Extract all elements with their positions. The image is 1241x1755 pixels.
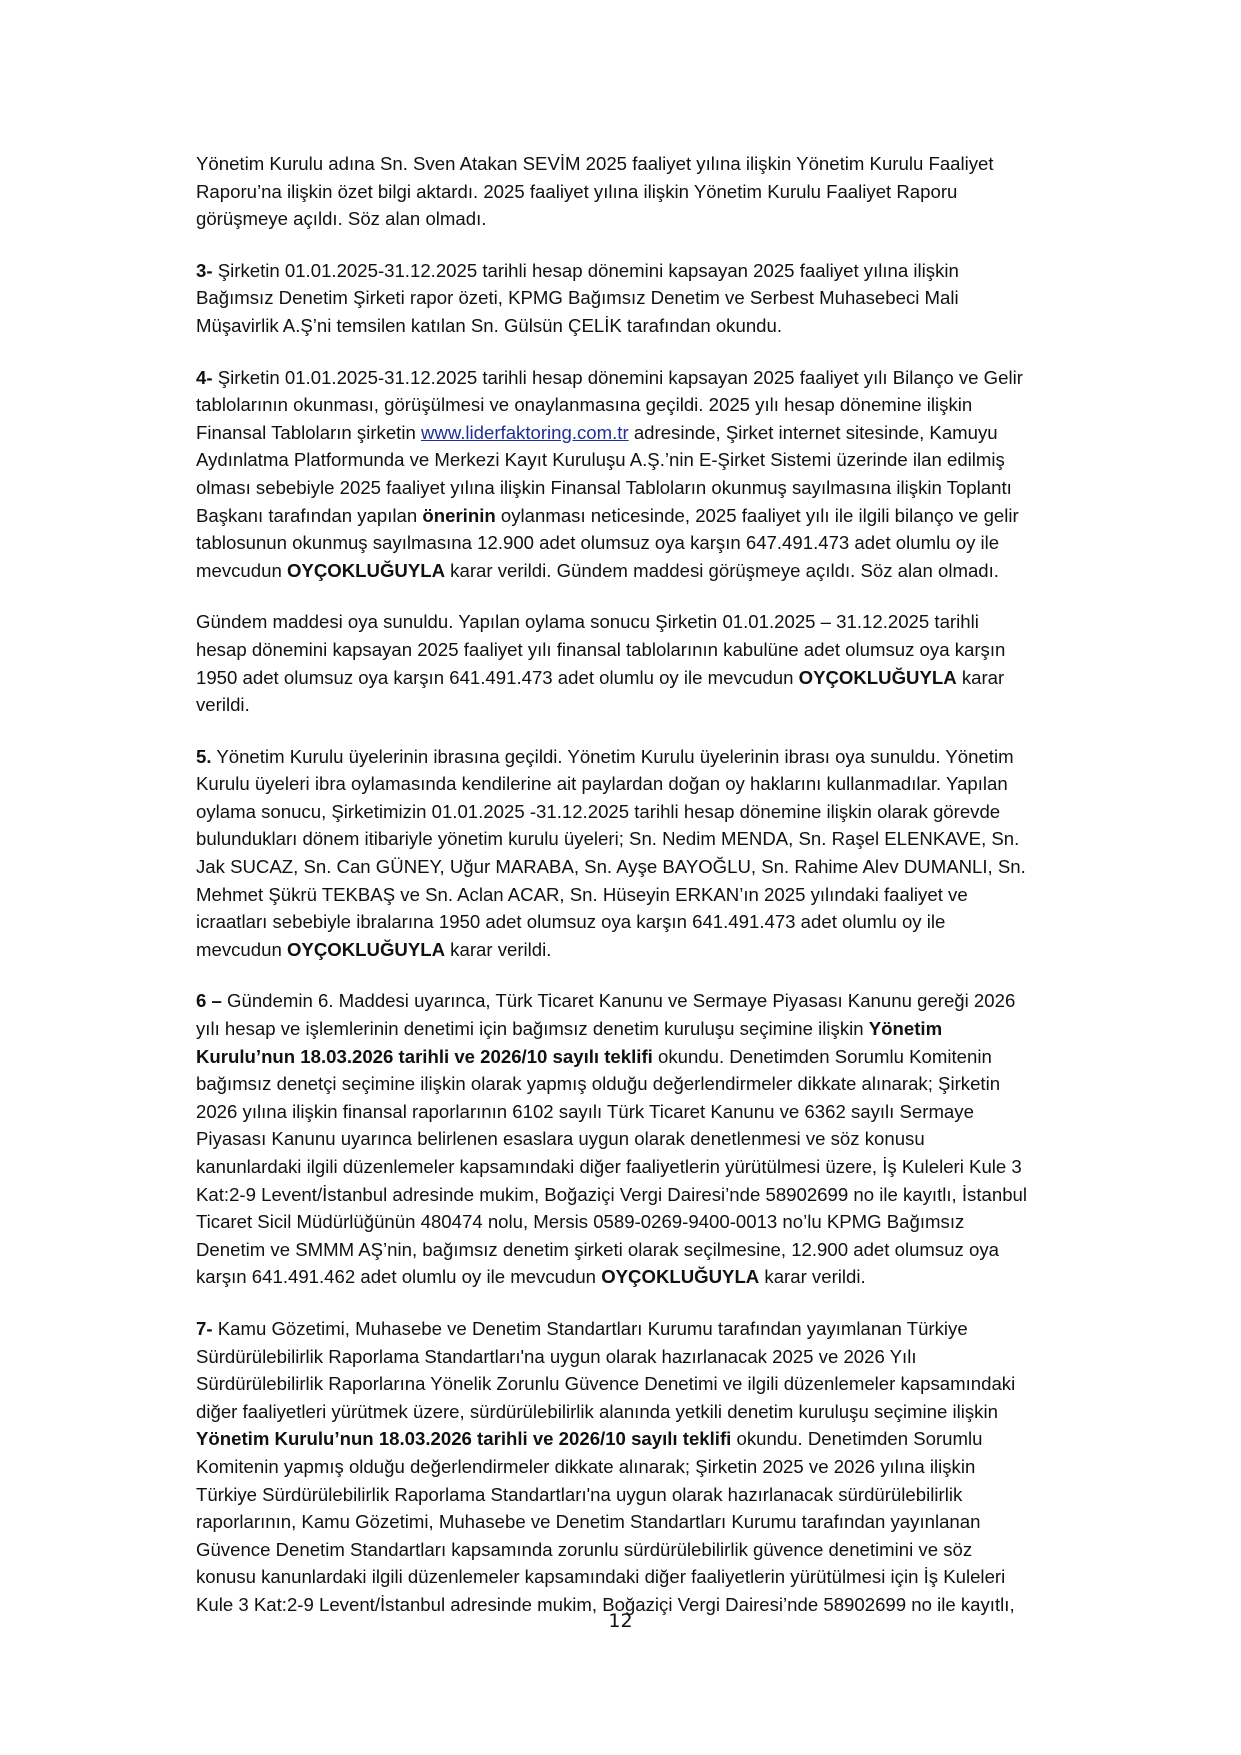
bold-text: 4- xyxy=(196,366,213,388)
text-segment: Finansal Tabloların şirketin xyxy=(196,421,421,443)
text-segment: karşın 641.491.462 adet olumlu oy ile mevcudun xyxy=(196,1266,602,1288)
text-segment: hesap dönemini kapsayan 2025 faaliyet yılı finansal tablolarının kabulüne adet olumsuz oya karşın xyxy=(196,638,1006,660)
text-segment: olması sebebiyle 2025 faaliyet yılına ilişkin Finansal Tabloların okunmuş sayılmasına ilişkin Toplantı xyxy=(196,476,1012,498)
text-line xyxy=(196,1315,1126,1343)
text-line xyxy=(196,1181,1126,1209)
text-segment: Kule 3 Kat:2-9 Levent/İstanbul adresinde mukim, Boğaziçi Vergi Dairesi’nde 58902699 no ile kayıtlı, xyxy=(196,1593,1015,1615)
text-segment: kanunlardaki ilgili düzenlemeler kapsamındaki diğer faaliyetlerin yürütülmesi üzere, İş Kuleleri Kule 3 xyxy=(196,1156,1022,1177)
bold-text: OYÇOKLUĞUYLA xyxy=(286,559,446,581)
text-line xyxy=(196,257,1126,285)
text-line xyxy=(196,608,1126,636)
text-line xyxy=(196,1043,1126,1071)
text-line xyxy=(196,419,1126,447)
text-line xyxy=(196,1125,1126,1153)
paragraph-p-item-7 xyxy=(196,1315,1126,1619)
text-line xyxy=(196,364,1126,392)
bold-text: OYÇOKLUĞUYLA xyxy=(286,938,446,960)
text-segment: Kurulu üyeleri ibra oylamasında kendilerine ait paylardan doğan oy haklarını kullanmadılar. Yapılan xyxy=(196,773,1008,795)
text-line xyxy=(196,284,1126,312)
text-line xyxy=(196,1098,1126,1126)
text-segment: 2026 yılına ilişkin finansal raporlarının 6102 sayılı Türk Ticaret Kanunu ve 6362 sayılı Sermaye xyxy=(196,1100,974,1122)
text-line xyxy=(196,664,1126,692)
text-segment: Jak SUCAZ, Sn. Can GÜNEY, Uğur MARABA, Sn. Ayşe BAYOĞLU, Sn. Rahime Alev DUMANLI, Sn. xyxy=(196,856,1026,878)
text-line xyxy=(196,987,1126,1015)
text-line xyxy=(196,743,1126,771)
text-segment: Ticaret Sicil Müdürlüğünün 480474 nolu, Mersis 0589-0269-9400-0013 no’lu KPMG Bağımsız xyxy=(196,1211,965,1233)
text-line xyxy=(196,770,1126,798)
paragraph-p-item-3 xyxy=(196,257,1126,340)
text-line xyxy=(196,178,1126,206)
text-segment: Yönetim Kurulu adına Sn. Sven Atakan SEVİM 2025 faaliyet yılına ilişkin Yönetim Kurulu Faaliyet xyxy=(196,153,994,174)
text-line xyxy=(196,1015,1126,1043)
text-segment: tablosunun okunmuş sayılmasına 12.900 adet olumsuz oya karşın 647.491.473 adet olumlu oy ile xyxy=(196,532,1000,554)
text-line xyxy=(196,1153,1126,1181)
bold-text: Kurulu’nun 18.03.2026 tarihli ve 2026/10 sayılı teklifi xyxy=(196,1045,653,1067)
text-segment: Kat:2-9 Levent/İstanbul adresinde mukim, Boğaziçi Vergi Dairesi’nde 58902699 no ile kayıtlı, İstanbul xyxy=(196,1183,1028,1205)
text-segment: karar verildi. xyxy=(445,938,552,960)
text-line xyxy=(196,1481,1126,1509)
text-segment: Bağımsız Denetim Şirketi rapor özeti, KPMG Bağımsız Denetim ve Serbest Muhasebeci Mali xyxy=(196,287,959,309)
bold-text: 5. xyxy=(196,745,212,767)
text-segment: karar verildi. Gündem maddesi görüşmeye açıldı. Söz alan olmadı. xyxy=(445,559,999,581)
bold-text: 6 – xyxy=(196,990,222,1012)
bold-text: OYÇOKLUĞUYLA xyxy=(601,1266,760,1288)
text-line xyxy=(196,1236,1126,1264)
text-segment: verildi. xyxy=(196,694,250,716)
text-line xyxy=(196,1398,1126,1426)
text-line xyxy=(196,853,1126,881)
text-segment: karar verildi. xyxy=(759,1266,866,1288)
document-body xyxy=(196,150,1126,1643)
text-segment: Şirketin 01.01.2025-31.12.2025 tarihli hesap dönemini kapsayan 2025 faaliyet yılına ilişkin xyxy=(212,259,959,281)
text-segment: görüşmeye açıldı. Söz alan olmadı. xyxy=(196,208,487,230)
text-segment: Gündemin 6. Maddesi uyarınca, Türk Ticaret Kanunu ve Sermaye Piyasası Kanunu gereği 2026 xyxy=(221,990,1016,1012)
text-segment: Türkiye Sürdürülebilirlik Raporlama Standartları'na uygun olarak hazırlanacak sürdürülebilirlik xyxy=(196,1483,963,1505)
bold-text: Yönetim Kurulu’nun 18.03.2026 tarihli ve 2026/10 sayılı teklifi xyxy=(196,1428,732,1450)
text-segment: oylanması neticesinde, 2025 faaliyet yılı ile ilgili bilanço ve gelir xyxy=(495,504,1019,526)
text-line xyxy=(196,1508,1126,1536)
text-segment: 1950 adet olumsuz oya karşın 641.491.473 adet olumlu oy ile mevcudun xyxy=(196,666,799,688)
text-segment: adresinde, Şirket internet sitesinde, Kamuyu xyxy=(628,421,998,443)
bold-text: 3- xyxy=(196,259,213,281)
text-line xyxy=(196,474,1126,502)
text-segment: Gündem maddesi oya sunuldu. Yapılan oylama sonucu Şirketin 01.01.2025 – 31.12.2025 tarihli xyxy=(196,611,979,633)
text-segment: Kamu Gözetimi, Muhasebe ve Denetim Standartları Kurumu tarafından yayımlanan Türkiye xyxy=(212,1317,968,1339)
paragraph-p-item-6 xyxy=(196,987,1126,1291)
bold-text: 7- xyxy=(196,1317,213,1339)
text-line xyxy=(196,1453,1126,1481)
text-segment: Müşavirlik A.Ş’ni temsilen katılan Sn. Gülsün ÇELİK tarafından okundu. xyxy=(196,314,783,336)
text-segment: tablolarının okunması, görüşülmesi ve onaylanmasına geçildi. 2025 yılı hesap dönemine ilişkin xyxy=(196,394,973,416)
text-segment: icraatları sebebiyle ibralarına 1950 adet olumsuz oya karşın 641.491.473 adet olumlu oy ile xyxy=(196,911,946,933)
paragraph-p-intro xyxy=(196,150,1126,233)
text-segment: Denetim ve SMMM AŞ’nin, bağımsız denetim şirketi olarak seçilmesine, 12.900 adet olumsuz oya xyxy=(196,1238,999,1260)
text-segment: Komitenin yapmış olduğu değerlendirmeler dikkate alınarak; Şirketin 2025 ve 2026 yılına ilişkin xyxy=(196,1455,976,1477)
paragraph-p-item-5 xyxy=(196,743,1126,964)
text-segment: konusu kanunlardaki ilgili düzenlemeler kapsamındaki diğer faaliyetlerin yürütülmesi için İş Kuleleri xyxy=(196,1566,1006,1588)
text-line xyxy=(196,1370,1126,1398)
text-line xyxy=(196,798,1126,826)
bold-text: OYÇOKLUĞUYLA xyxy=(798,666,957,688)
text-line xyxy=(196,1425,1126,1453)
text-line xyxy=(196,825,1126,853)
text-line xyxy=(196,205,1126,233)
text-line xyxy=(196,529,1126,557)
text-line xyxy=(196,636,1126,664)
bold-text: önerinin xyxy=(422,504,496,526)
text-segment: Aydınlatma Platformunda ve Merkezi Kayıt Kuruluşu A.Ş.’nin E-Şirket Sistemi üzerinde ilan edilmiş xyxy=(196,449,1005,471)
text-line xyxy=(196,312,1126,340)
text-segment: Şirketin 01.01.2025-31.12.2025 tarihli hesap dönemini kapsayan 2025 faaliyet yılı Bilanço ve Gelir xyxy=(212,366,1023,388)
text-segment: Sürdürülebilirlik Raporlama Standartları'na uygun olarak hazırlanacak 2025 ve 2026 Yılı xyxy=(196,1345,917,1367)
text-line xyxy=(196,557,1126,585)
text-line xyxy=(196,446,1126,474)
website-link[interactable]: www.liderfaktoring.com.tr xyxy=(420,421,629,443)
text-segment: yılı hesap ve işlemlerinin denetimi için bağımsız denetim kuruluşu seçimine ilişkin xyxy=(196,1018,869,1040)
page-number: 12 xyxy=(608,1610,633,1632)
text-line xyxy=(196,936,1126,964)
text-segment: diğer faaliyetleri yürütmek üzere, sürdürülebilirlik alanında yetkili denetim kuruluşu seçimine ilişkin xyxy=(196,1400,998,1422)
text-segment: Yönetim Kurulu üyelerinin ibrasına geçildi. Yönetim Kurulu üyelerinin ibrası oya sunuldu. Yönetim xyxy=(211,745,1014,767)
text-line xyxy=(196,908,1126,936)
text-segment: bağımsız denetçi seçimine ilişkin olarak yapmış olduğu değerlendirmeler dikkate alınarak; Şirketin xyxy=(196,1073,1001,1095)
bold-text: Yönetim xyxy=(868,1018,943,1040)
text-line xyxy=(196,1343,1126,1371)
text-segment: Güvence Denetim Standartları kapsamında zorunlu sürdürülebilirlik güvence denetimini ve söz xyxy=(196,1538,973,1560)
text-line xyxy=(196,1208,1126,1236)
text-line xyxy=(196,1070,1126,1098)
text-segment: raporlarının, Kamu Gözetimi, Muhasebe ve Denetim Standartları Kurumu tarafından yayınlanan xyxy=(196,1511,981,1533)
text-segment: Mehmet Şükrü TEKBAŞ ve Sn. Aclan ACAR, Sn. Hüseyin ERKAN’ın 2025 yılındaki faaliyet ve xyxy=(196,883,968,905)
text-segment: Raporu’na ilişkin özet bilgi aktardı. 2025 faaliyet yılına ilişkin Yönetim Kurulu Faaliyet Raporu xyxy=(196,180,958,202)
text-segment: okundu. Denetimden Sorumlu Komitenin xyxy=(652,1045,992,1067)
text-line xyxy=(196,391,1126,419)
text-segment: mevcudun xyxy=(196,938,287,960)
text-segment: oylama sonucu, Şirketimizin 01.01.2025 -31.12.2025 tarihli hesap dönemine ilişkin olarak görevde xyxy=(196,800,1001,822)
paragraph-p-item-4-vote xyxy=(196,608,1126,718)
text-line xyxy=(196,1263,1126,1291)
text-segment: okundu. Denetimden Sorumlu xyxy=(731,1428,983,1450)
text-segment: Piyasası Kanunu uyarınca belirlenen esaslara uygun olarak denetlenmesi ve söz konusu xyxy=(196,1128,925,1150)
text-line xyxy=(196,1563,1126,1591)
text-segment: mevcudun xyxy=(196,559,287,581)
paragraph-p-item-4 xyxy=(196,364,1126,585)
text-segment: bulundukları dönem itibariyle yönetim kurulu üyeleri; Sn. Nedim MENDA, Sn. Raşel ELENKAVE, Sn. xyxy=(196,828,1020,850)
text-segment: Sürdürülebilirlik Raporlarına Yönelik Zorunlu Güvence Denetimi ve ilgili düzenlemeler kapsamındaki xyxy=(196,1373,1016,1395)
text-segment: karar xyxy=(956,666,1005,688)
text-line xyxy=(196,502,1126,530)
text-line xyxy=(196,881,1126,909)
text-line xyxy=(196,150,1126,178)
text-line xyxy=(196,691,1126,719)
text-line xyxy=(196,1536,1126,1564)
text-segment: Başkanı tarafından yapılan xyxy=(196,504,423,526)
